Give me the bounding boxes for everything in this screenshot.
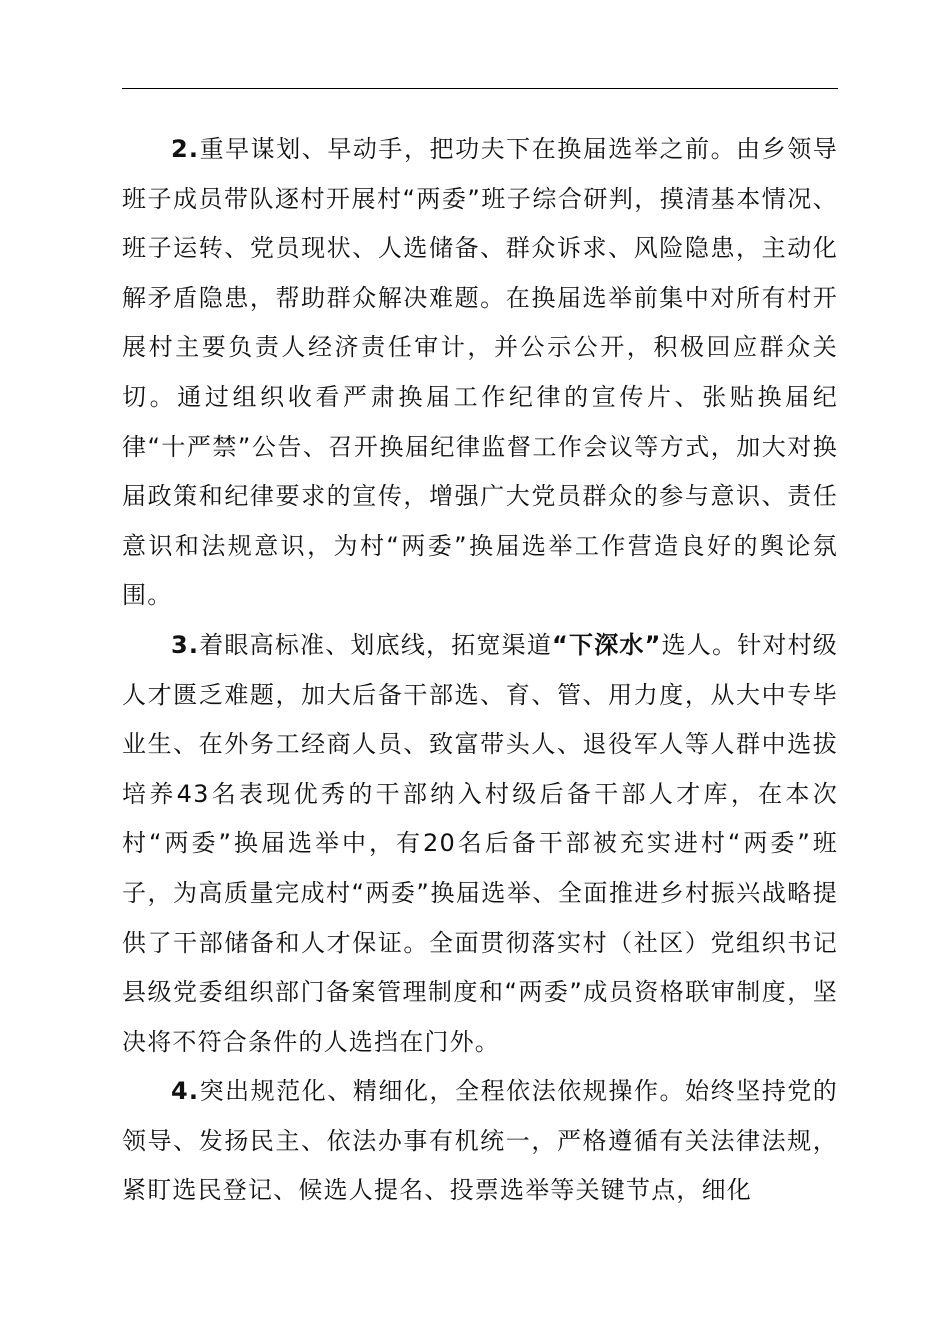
paragraph-4 [122,1067,838,1216]
document-body [122,125,838,1216]
paragraph-4-text: 突出规范化、精细化，全程依法依规操作。始终坚持党的领导、发扬民主、依法办事有机统一，严格遵循有关法律法规，紧盯选民登记、候选人提名、投票选举等关键节点，细化 [122,1077,838,1205]
paragraph-2-text: 重早谋划、早动手，把功夫下在换届选举之前。由乡领导班子成员带队逐村开展村“两委”班子综合研判，摸清基本情况、班子运转、党员现状、人选储备、群众诉求、风险隐患，主动化解矛盾隐患，帮助群众解决难题。在换届选举前集中对所有村开展村主要负责人经济责任审计，并公示公开，积极回应群众关切。通过组织收看严肃换届工作纪律的宣传片、张贴换届纪律“十严禁”公告、召开换届纪律监督工作会议等方式，加大对换届政策和纪律要求的宣传，增强广大党员群众的参与意识、责任意识和法规意识，为村“两委”换届选举工作营造良好的舆论氛围。 [122,135,838,610]
header-rule [122,88,838,89]
paragraph-2-number: 2. [171,135,200,163]
paragraph-4-number: 4. [171,1077,200,1106]
paragraph-3 [122,621,838,1067]
paragraph-3-text-b: 选人。针对村级人才匮乏难题，加大后备干部选、育、管、用力度，从大中专毕业生、在外务工经商人员、致富带头人、退役军人等人群中选拔培养43名表现优秀的干部纳入村级后备干部人才库，在本次村“两委”换届选举中，有20名后备干部被充实进村“两委”班子，为高质量完成村“两委”换届选举、全面推进乡村振兴战略提供了干部储备和人才保证。全面贯彻落实村（社区）党组织书记县级党委组织部门备案管理制度和“两委”成员资格联审制度，坚决将不符合条件的人选挡在门外。 [122,630,838,1056]
paragraph-3-text-a: 着眼高标准、划底线，拓宽渠道 [199,630,553,659]
paragraph-3-number: 3. [171,630,200,659]
paragraph-2 [122,125,838,621]
paragraph-3-bold-quote: “下深水” [552,630,662,659]
